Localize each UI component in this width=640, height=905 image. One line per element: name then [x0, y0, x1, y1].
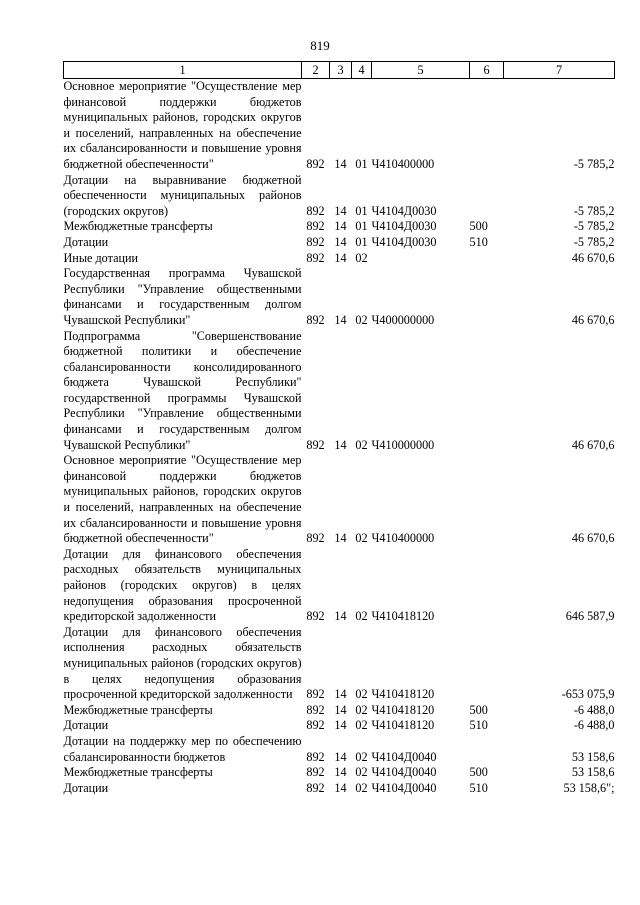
- row-subsection: 02: [355, 609, 368, 624]
- row-admin-code: 892: [306, 312, 325, 327]
- row-admin-code: 892: [306, 156, 325, 171]
- row-name: Основное мероприятие "Осуществление мер финансовой поддержки бюджетов муниципальных районов, городских округов и поселений, направленных на обеспечение их сбалансированности и повышение уровня бюджетной обеспеченности": [63, 79, 302, 171]
- column-header-subsection: 4: [352, 62, 372, 79]
- row-section: 14: [334, 702, 347, 717]
- row-name: Государственная программа Чувашской Республики "Управление общественными финансами и государственным долгом Чувашской Республики": [63, 266, 302, 327]
- row-amount: -6 488,0: [573, 718, 615, 733]
- row-name: Иные дотации: [63, 250, 139, 265]
- table-row: [64, 547, 615, 625]
- row-admin-code: 892: [306, 718, 325, 733]
- table-row: [64, 266, 615, 328]
- row-section: 14: [334, 718, 347, 733]
- row-amount: -6 488,0: [573, 702, 615, 717]
- row-amount: -5 785,2: [573, 219, 615, 234]
- row-subsection: 02: [355, 780, 368, 795]
- row-amount: 46 670,6: [571, 437, 615, 452]
- row-target-article: Ч410400000: [371, 156, 435, 171]
- row-admin-code: 892: [306, 749, 325, 764]
- row-name: Дотации для финансового обеспечения расходных обязательств муниципальных районов (городских округов) в целях недопущения образования просроченной кредиторской задолженности: [63, 546, 302, 624]
- row-section: 14: [334, 780, 347, 795]
- row-subsection: 02: [355, 687, 368, 702]
- table-row: [64, 765, 615, 781]
- table-row: [64, 79, 615, 173]
- row-target-article: Ч4104Д0040: [371, 780, 437, 795]
- row-amount: -653 075,9: [561, 687, 615, 702]
- row-expense-type: [470, 329, 504, 454]
- row-subsection: 01: [355, 203, 368, 218]
- table-row: [64, 453, 615, 547]
- row-name: Дотации для финансового обеспечения исполнения расходных обязательств муниципальных районов (городских округов) в целях недопущения образования просроченной кредиторской задолженности: [63, 624, 302, 702]
- row-target-article: Ч4104Д0040: [371, 749, 437, 764]
- row-amount: 46 670,6: [571, 531, 615, 546]
- row-amount: 53 158,6: [571, 749, 615, 764]
- table-row: [64, 703, 615, 719]
- row-subsection: 01: [355, 234, 368, 249]
- column-header-admin: 2: [302, 62, 330, 79]
- row-name: Подпрограмма "Совершенствование бюджетной политики и обеспечение сбалансированности консолидированного бюджета Чувашской Республики" государственной программы Чувашской Республики "Управление общественными финансами и государственным долгом Чувашской Республики": [63, 328, 302, 452]
- row-section: 14: [334, 250, 347, 265]
- row-subsection: 02: [355, 702, 368, 717]
- row-target-article: Ч4104Д0030: [371, 219, 437, 234]
- row-target-article: [372, 251, 470, 267]
- row-subsection: 02: [355, 437, 368, 452]
- row-target-article: Ч410400000: [371, 531, 435, 546]
- table-row: [64, 251, 615, 267]
- row-expense-type: 500: [469, 765, 488, 780]
- row-name: Дотации: [63, 718, 109, 733]
- row-admin-code: 892: [306, 687, 325, 702]
- row-target-article: Ч400000000: [371, 312, 435, 327]
- row-name: Дотации: [63, 780, 109, 795]
- row-target-article: Ч4104Д0030: [371, 203, 437, 218]
- row-name: Дотации на выравнивание бюджетной обеспеченности муниципальных районов (городских округов): [63, 172, 302, 218]
- row-amount: 46 670,6: [571, 312, 615, 327]
- column-header-name: 1: [64, 62, 302, 79]
- row-admin-code: 892: [306, 531, 325, 546]
- row-admin-code: 892: [306, 765, 325, 780]
- row-amount: -5 785,2: [573, 156, 615, 171]
- row-admin-code: 892: [306, 780, 325, 795]
- column-header-amount: 7: [504, 62, 615, 79]
- column-header-target-article: 5: [372, 62, 470, 79]
- row-admin-code: 892: [306, 702, 325, 717]
- row-admin-code: 892: [306, 219, 325, 234]
- column-header-section: 3: [330, 62, 352, 79]
- row-subsection: 01: [355, 156, 368, 171]
- table-row: [64, 173, 615, 220]
- row-expense-type: 500: [469, 219, 488, 234]
- row-subsection: 02: [355, 531, 368, 546]
- row-name: Дотации: [63, 234, 109, 249]
- row-expense-type: 510: [469, 780, 488, 795]
- row-expense-type: 510: [469, 234, 488, 249]
- row-expense-type: [470, 734, 504, 765]
- row-target-article: Ч410418120: [371, 609, 435, 624]
- row-admin-code: 892: [306, 609, 325, 624]
- row-name: Основное мероприятие "Осуществление мер финансовой поддержки бюджетов муниципальных районов, городских округов и поселений, направленных на обеспечение их сбалансированности и повышение уровня бюджетной обеспеченности": [63, 453, 302, 546]
- row-section: 14: [334, 203, 347, 218]
- row-target-article: Ч410418120: [371, 687, 435, 702]
- row-subsection: 02: [355, 312, 368, 327]
- row-expense-type: [470, 173, 504, 220]
- row-subsection: 02: [355, 749, 368, 764]
- table-row: [64, 734, 615, 765]
- row-section: 14: [334, 749, 347, 764]
- row-target-article: Ч4104Д0040: [371, 765, 437, 780]
- row-section: 14: [334, 609, 347, 624]
- row-admin-code: 892: [306, 250, 325, 265]
- row-name: Дотации на поддержку мер по обеспечению сбалансированности бюджетов: [63, 733, 302, 764]
- row-section: 14: [334, 219, 347, 234]
- row-target-article: Ч410418120: [371, 718, 435, 733]
- table-row: [64, 625, 615, 703]
- row-section: 14: [334, 312, 347, 327]
- row-section: 14: [334, 687, 347, 702]
- row-amount: -5 785,2: [573, 203, 615, 218]
- row-expense-type: 500: [469, 702, 488, 717]
- row-admin-code: 892: [306, 437, 325, 452]
- row-expense-type: [470, 266, 504, 328]
- row-name: Межбюджетные трансферты: [63, 702, 213, 717]
- table-row: [64, 329, 615, 454]
- table-row: [64, 718, 615, 734]
- row-amount: -5 785,2: [573, 234, 615, 249]
- row-subsection: 01: [355, 219, 368, 234]
- budget-table: [63, 61, 615, 796]
- table-row: [64, 781, 615, 797]
- row-name: Межбюджетные трансферты: [63, 765, 213, 780]
- row-amount: 53 158,6";: [563, 780, 615, 795]
- table-header-row: [64, 62, 615, 79]
- row-name: Межбюджетные трансферты: [63, 219, 213, 234]
- row-section: 14: [334, 156, 347, 171]
- row-amount: 53 158,6: [571, 765, 615, 780]
- row-section: 14: [334, 765, 347, 780]
- column-header-expense-type: 6: [470, 62, 504, 79]
- row-expense-type: 510: [469, 718, 488, 733]
- row-section: 14: [334, 437, 347, 452]
- row-target-article: Ч4104Д0030: [371, 234, 437, 249]
- row-amount: 646 587,9: [565, 609, 615, 624]
- row-subsection: 02: [355, 765, 368, 780]
- row-expense-type: [470, 453, 504, 547]
- row-target-article: Ч410000000: [371, 437, 435, 452]
- row-admin-code: 892: [306, 234, 325, 249]
- row-target-article: Ч410418120: [371, 702, 435, 717]
- row-subsection: 02: [355, 718, 368, 733]
- row-subsection: 02: [355, 250, 368, 265]
- page-number: 819: [310, 38, 330, 53]
- table-row: [64, 235, 615, 251]
- row-amount: 46 670,6: [571, 250, 615, 265]
- table-body: [64, 79, 615, 797]
- row-expense-type: [470, 79, 504, 173]
- row-expense-type: [470, 547, 504, 625]
- table-row: [64, 219, 615, 235]
- row-expense-type: [470, 625, 504, 703]
- row-section: 14: [334, 531, 347, 546]
- row-expense-type: [470, 251, 504, 267]
- row-section: 14: [334, 234, 347, 249]
- row-admin-code: 892: [306, 203, 325, 218]
